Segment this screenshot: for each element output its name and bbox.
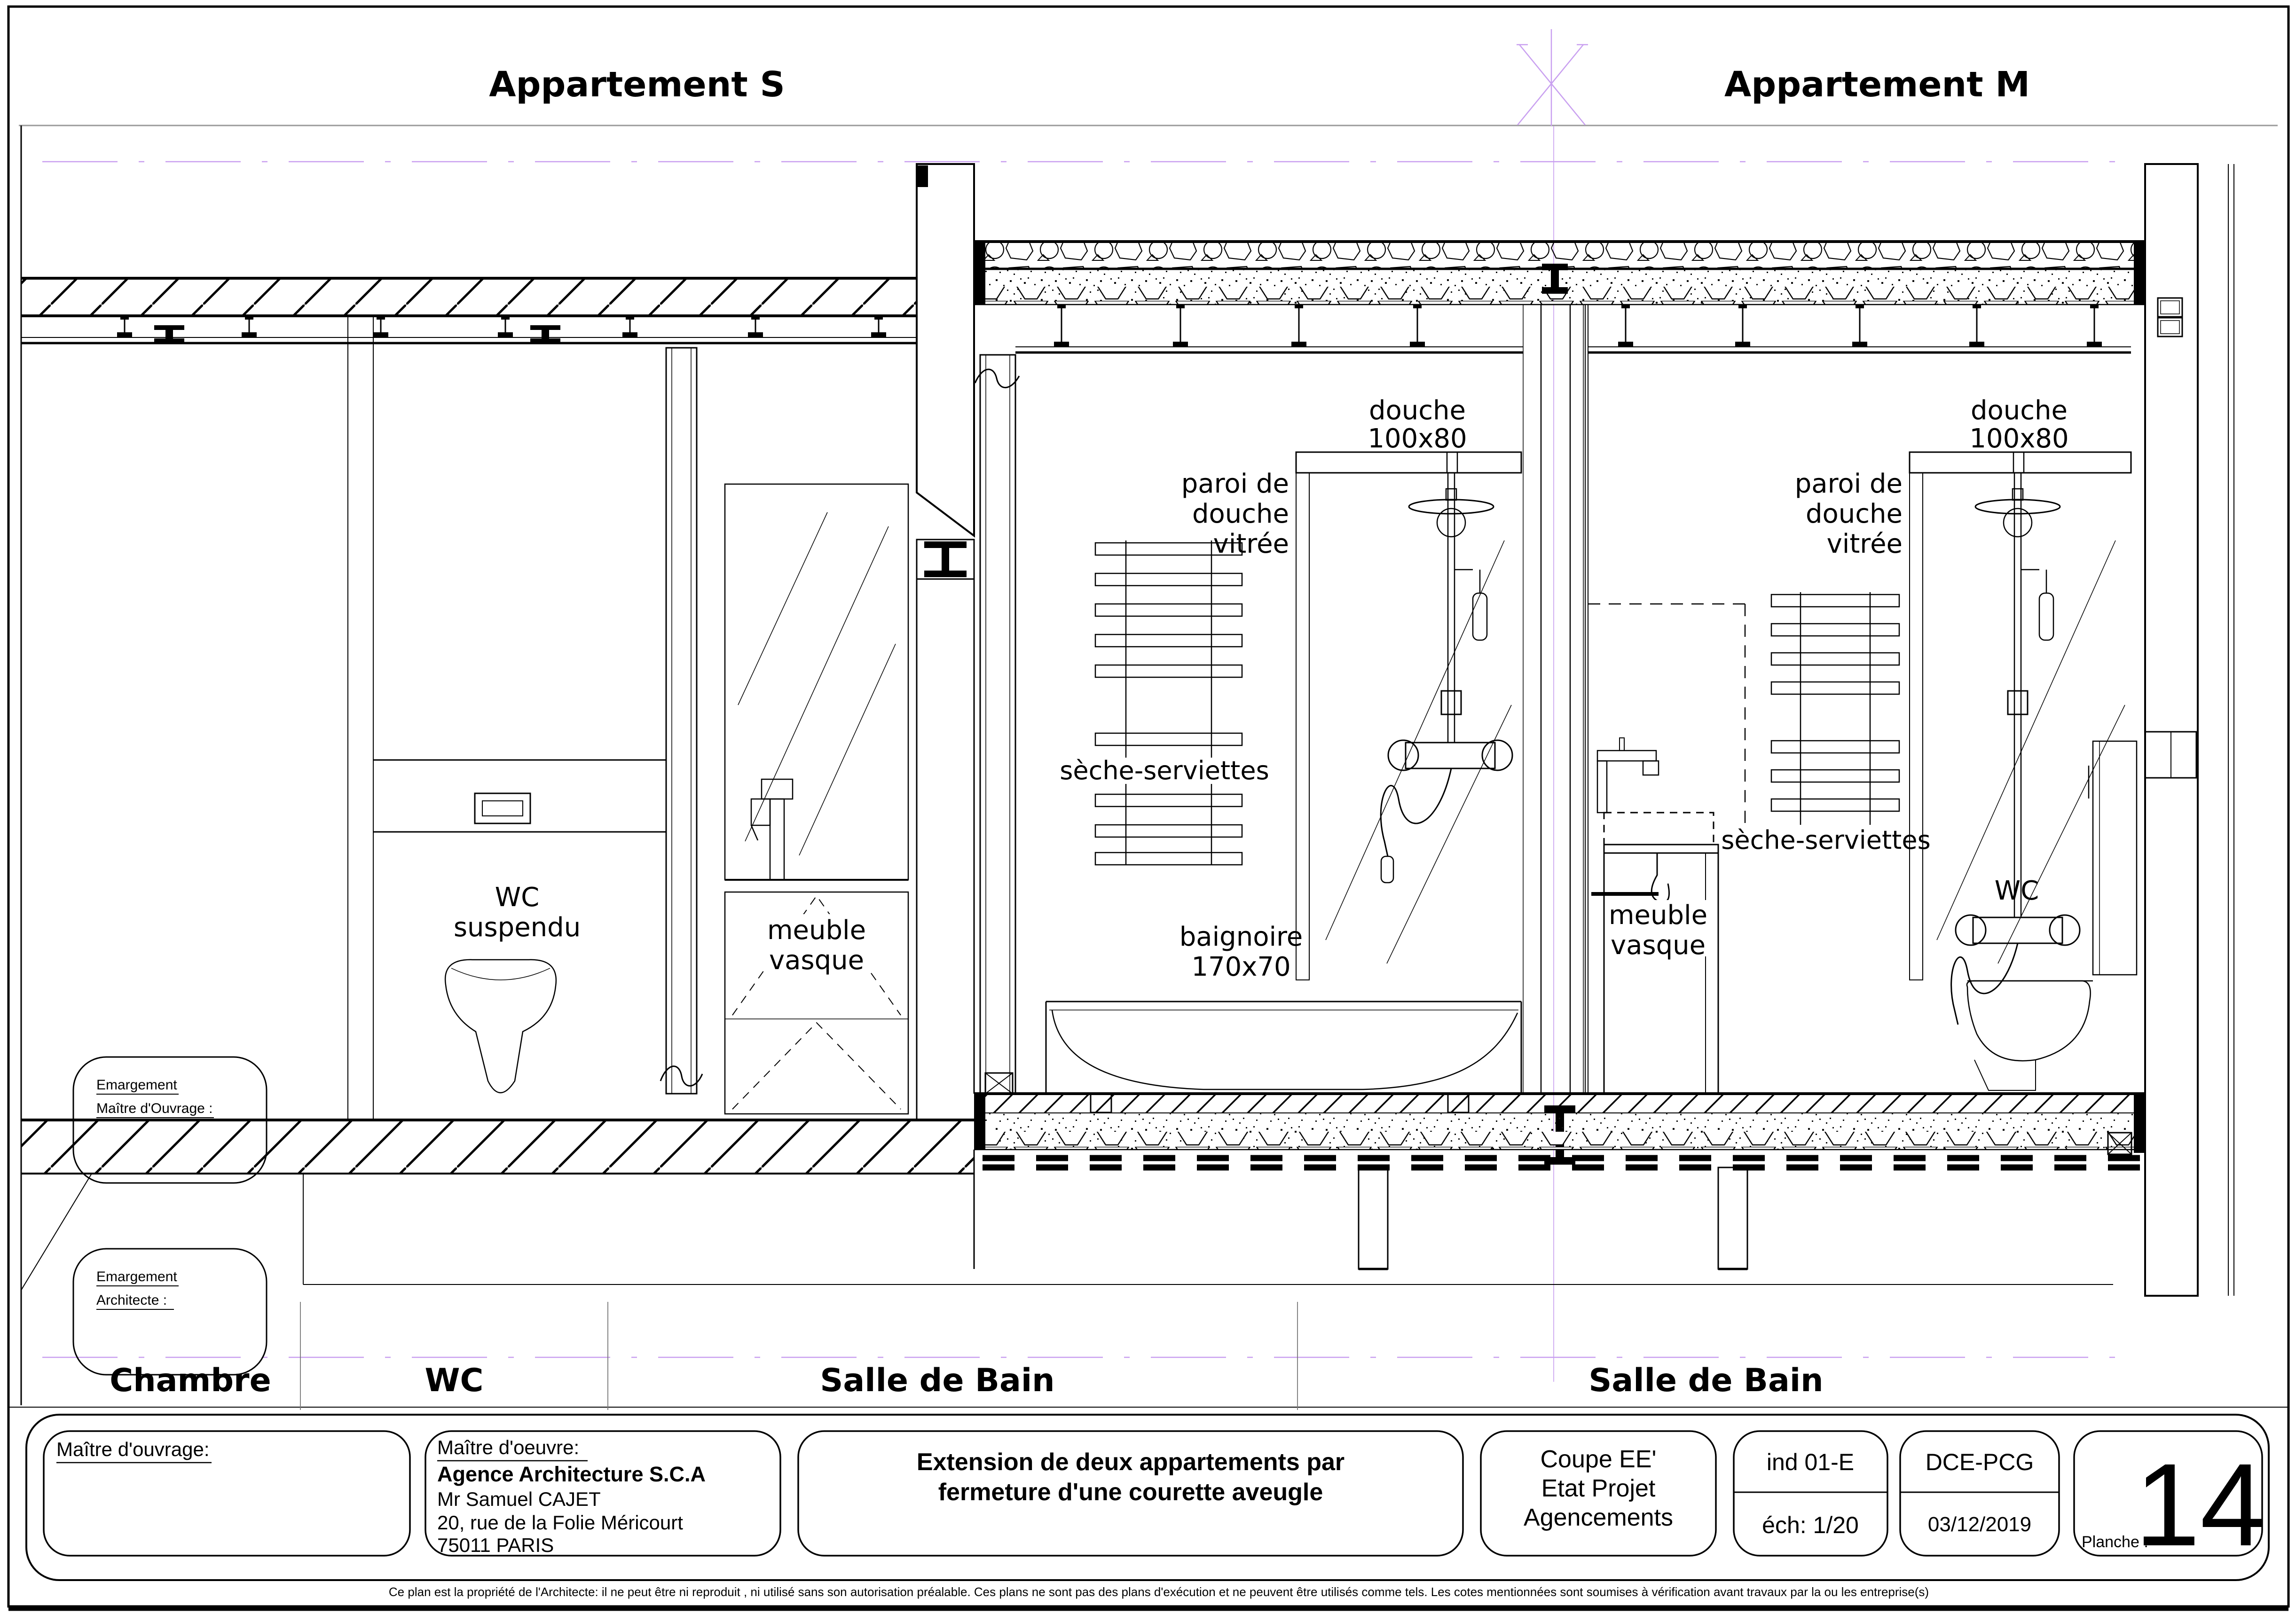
paroi-right-l2: douche	[1805, 499, 1903, 529]
agency-contact: Mr Samuel CAJET	[437, 1488, 601, 1510]
wc-suspendu-label-1: WC	[495, 882, 540, 913]
paroi-center-l2: douche	[1192, 499, 1289, 529]
paroi-right-l1: paroi de	[1794, 469, 1903, 499]
douche-right-label: douche	[1970, 395, 2068, 426]
paroi-center-l1: paroi de	[1181, 469, 1289, 499]
seche-serviettes-right-label: sèche-serviettes	[1721, 825, 1931, 855]
planche-label: Planche :	[2082, 1533, 2148, 1551]
apartment-s-title: Appartement S	[489, 64, 785, 105]
emargement-mo-l1: Emargement	[96, 1077, 177, 1093]
doc-title-l2: Etat Projet	[1541, 1475, 1656, 1502]
agency-address-2: 75011 PARIS	[437, 1534, 554, 1556]
meuble-vasque-right-label-2: vasque	[1610, 930, 1706, 961]
meuble-vasque-right-label-1: meuble	[1608, 900, 1708, 931]
baignoire-label: baignoire	[1179, 922, 1303, 952]
project-title-l1: Extension de deux appartements par	[916, 1449, 1345, 1476]
floor-hatch-left	[21, 1120, 974, 1174]
room-label-sdb-2: Salle de Bain	[1588, 1362, 1824, 1399]
emargement-arch-l1: Emargement	[96, 1269, 177, 1284]
slab-hatch-left	[21, 278, 917, 316]
meuble-vasque-left-label-2: vasque	[769, 945, 865, 976]
room-label-wc: WC	[425, 1362, 484, 1399]
seche-serviettes-center-label: sèche-serviettes	[1060, 756, 1269, 785]
doc-title-l3: Agencements	[1524, 1504, 1673, 1531]
wc-right-label: WC	[1994, 876, 2039, 906]
emargement-mo-l2: Maître d'Ouvrage :	[96, 1101, 213, 1116]
phase-value: DCE-PCG	[1925, 1449, 2034, 1475]
baignoire-dim-label: 170x70	[1191, 952, 1291, 982]
room-label-chambre: Chambre	[110, 1362, 271, 1399]
copyright-disclaimer: Ce plan est la propriété de l'Architecte: il ne peut être ni reproduit , ni utilisé sans son autorisation préalable. Ces plans ne sont pas des plans d'exécution et ne peuvent être utilisés comme tels. Les cotes mentionnées sont soumises à vérification avant travaux par la ou les entreprise(s)	[388, 1585, 1929, 1599]
floor-finish-hatch	[974, 1094, 2145, 1113]
room-label-sdb-1: Salle de Bain	[820, 1362, 1055, 1399]
date-value: 03/12/2019	[1927, 1513, 2032, 1536]
meuble-vasque-left-label-1: meuble	[767, 915, 866, 946]
maitre-doeuvre-label: Maître d'oeuvre:	[437, 1436, 580, 1458]
agency-name: Agence Architecture S.C.A	[437, 1462, 706, 1486]
scale-value: éch: 1/20	[1762, 1512, 1859, 1538]
agency-address-1: 20, rue de la Folie Méricourt	[437, 1511, 683, 1534]
maitre-douvrage-label: Maître d'ouvrage:	[56, 1438, 210, 1460]
floor-teeth	[974, 1132, 2145, 1150]
douche-right-dim: 100x80	[1969, 423, 2069, 454]
douche-center-label: douche	[1368, 395, 1466, 426]
paroi-right-l3: vitrée	[1826, 529, 1903, 559]
paroi-center-l3: vitrée	[1213, 529, 1289, 559]
index-value: ind 01-E	[1766, 1449, 1855, 1475]
douche-center-dim: 100x80	[1368, 423, 1467, 454]
planche-number: 14	[2134, 1439, 2266, 1570]
doc-title-l1: Coupe EE'	[1540, 1446, 1657, 1473]
apartment-m-title: Appartement M	[1724, 64, 2030, 105]
wc-suspendu-label-2: suspendu	[453, 912, 581, 943]
project-title-l2: fermeture d'une courette aveugle	[938, 1479, 1323, 1506]
emargement-arch-l2: Architecte :	[96, 1292, 167, 1308]
